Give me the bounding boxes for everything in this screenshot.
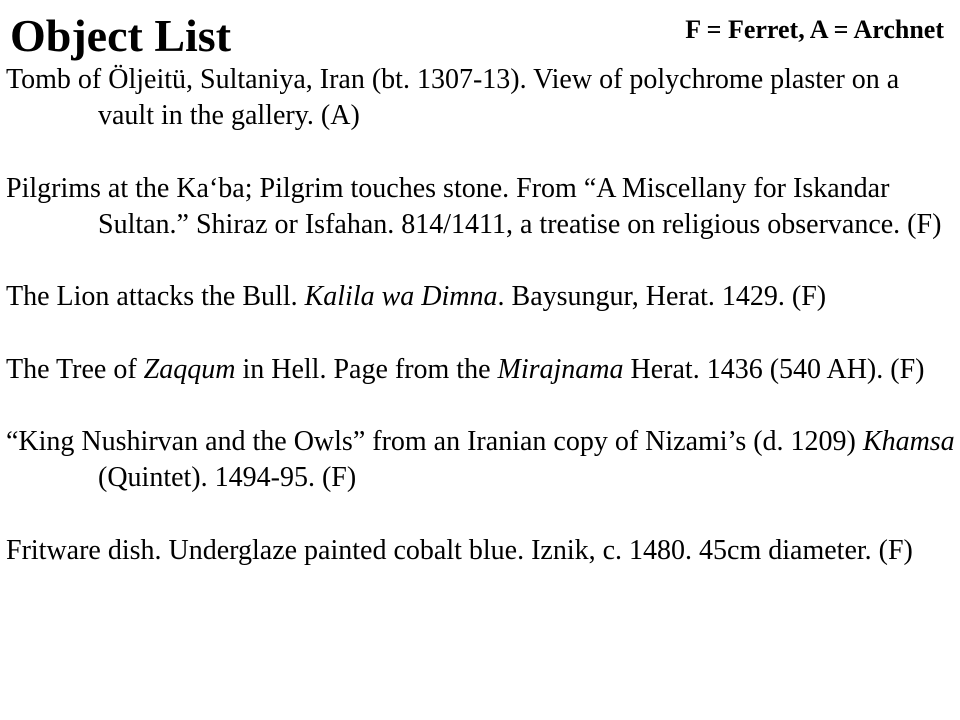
entry-italic-title: Khamsa bbox=[862, 425, 955, 457]
slide-title: Object List bbox=[10, 10, 232, 61]
list-item bbox=[0, 62, 960, 134]
entry-italic-title: Mirajnama bbox=[497, 353, 624, 385]
entry-text: “King Nushirvan and the Owls” from an Iranian copy of Nizami’s (d. 1209) bbox=[6, 425, 863, 457]
entry-text: Herat. 1436 (540 AH). (F) bbox=[623, 353, 925, 385]
entry-text: The Tree of bbox=[6, 353, 144, 385]
list-item bbox=[0, 352, 960, 388]
entry-text: The Lion attacks the Bull. bbox=[6, 281, 305, 313]
entry-text: Fritware dish. Underglaze painted cobalt blue. Iznik, c. 1480. 45cm diameter. (F) bbox=[6, 534, 913, 566]
entry-italic-title: Zaqqum bbox=[143, 353, 236, 385]
entry-text: . Baysungur, Herat. 1429. (F) bbox=[497, 281, 827, 313]
entry-text: Pilgrims at the Ka‘ba; Pilgrim touches stone. From “A Miscellany for Iskandar Sultan.” Shiraz or Isfahan. 814/1411, a treatise on religious observance. (F) bbox=[6, 172, 942, 240]
entry-text: (Quintet). 1494-95. (F) bbox=[98, 462, 357, 494]
list-item bbox=[0, 279, 960, 315]
object-list bbox=[0, 62, 960, 605]
source-legend: F = Ferret, A = Archnet bbox=[685, 15, 944, 44]
list-item bbox=[0, 533, 960, 569]
list-item bbox=[0, 424, 960, 496]
list-item bbox=[0, 171, 960, 243]
entry-text: Tomb of Öljeitü, Sultaniya, Iran (bt. 1307-13). View of polychrome plaster on a vault in the gallery. (A) bbox=[6, 64, 900, 132]
entry-italic-title: Kalila wa Dimna bbox=[304, 281, 498, 313]
entry-text: in Hell. Page from the bbox=[235, 353, 498, 385]
